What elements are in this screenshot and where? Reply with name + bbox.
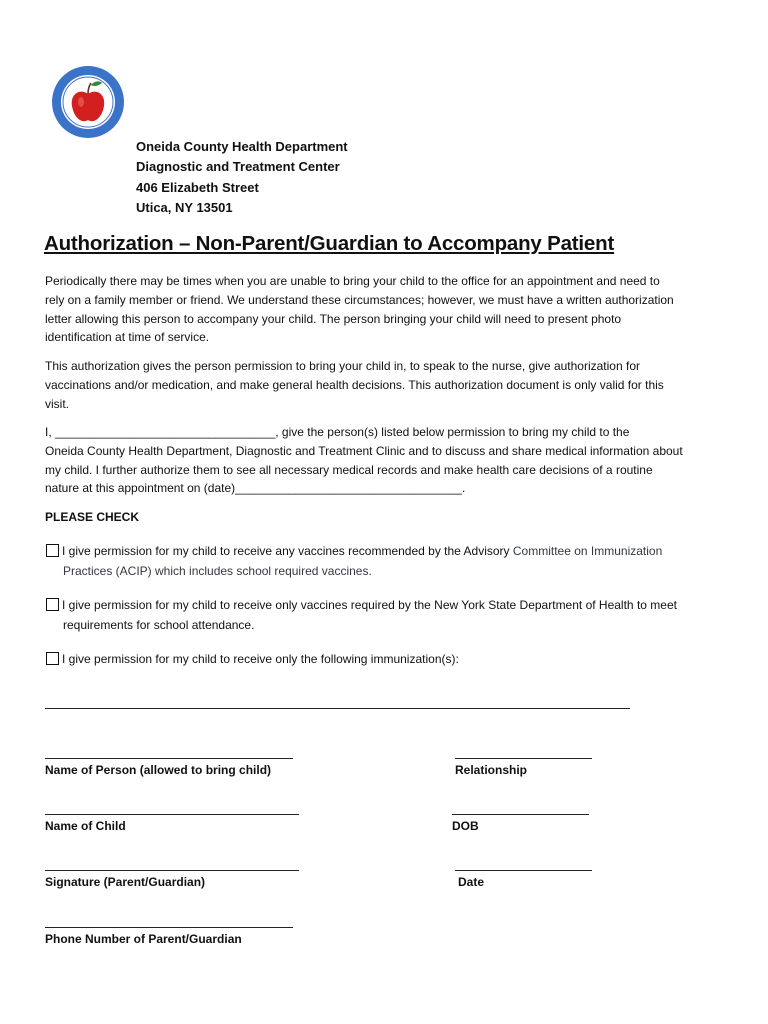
person-name-line[interactable] [45,758,293,759]
check-option-specific-immunizations[interactable] [46,650,459,670]
phone-label: Phone Number of Parent/Guardian [45,932,242,946]
page-title: Authorization – Non-Parent/Guardian to Accompany Patient [44,232,615,255]
intro-line: letter allowing this person to accompany your child. The person bringing your child will need to present photo [45,311,622,326]
check-label: I give permission for my child to receive only vaccines required by the New York State Department of Health to meet [62,598,677,612]
consent-line: my child. I further authorize them to see all necessary medical records and make health care decisions of a routine [45,462,653,477]
signature-label: Signature (Parent/Guardian) [45,875,206,889]
scope-line: visit. [45,396,69,411]
checkbox[interactable] [46,652,59,665]
signature-line[interactable] [45,870,299,871]
check-option-state-required[interactable] [46,596,677,635]
checkbox[interactable] [46,598,59,611]
child-name-line[interactable] [45,814,299,815]
check-label-line2: Practices (ACIP) which includes school required vaccines. [63,563,372,578]
intro-line: rely on a family member or friend. We understand these circumstances; however, we must have a written authorization [45,292,674,307]
department-address [136,137,348,218]
department-name: Oneida County Health Department [136,139,348,154]
apple-seal-icon [50,64,126,140]
authorization-scope-paragraph [45,357,735,413]
consent-line: Oneida County Health Department, Diagnostic and Treatment Clinic and to discuss and share medical information about [45,443,683,458]
intro-line: Periodically there may be times when you are unable to bring your child to the office for an appointment and need to [45,274,660,288]
dob-line[interactable] [452,814,589,815]
checkbox[interactable] [46,544,59,557]
city-state-zip: Utica, NY 13501 [136,199,233,215]
intro-paragraph [45,272,735,347]
scope-line: This authorization gives the person permission to bring your child in, to speak to the nurse, give authorization for [45,359,640,373]
check-label-continued: Committee on Immunization [512,544,663,558]
check-label: I give permission for my child to receive only the following immunization(s): [62,652,459,666]
health-department-logo [50,64,126,140]
intro-line: identification at time of service. [45,330,210,345]
child-name-label: Name of Child [45,819,126,833]
person-name-label: Name of Person (allowed to bring child) [45,763,272,777]
date-line[interactable] [455,870,592,871]
please-check-heading: PLEASE CHECK [45,510,140,524]
consent-line[interactable]: nature at this appointment on (date)__________________________________. [45,481,466,496]
consent-line[interactable]: I, _________________________________, give the person(s) listed below permission to bring my child to the [45,425,630,439]
check-label: I give permission for my child to receive any vaccines recommended by the Advisory [62,544,513,558]
check-option-acip[interactable] [46,542,662,581]
relationship-line[interactable] [455,758,592,759]
street-address: 406 Elizabeth Street [136,179,259,195]
immunization-list-line[interactable] [45,708,630,709]
center-name: Diagnostic and Treatment Center [136,159,340,175]
consent-paragraph [45,423,735,498]
check-label-line2: requirements for school attendance. [63,617,255,632]
relationship-label: Relationship [455,763,528,777]
phone-line[interactable] [45,927,293,928]
dob-label: DOB [452,819,479,833]
scope-line: vaccinations and/or medication, and make general health decisions. This authorization document is only valid for this [45,377,664,392]
date-label: Date [458,875,485,889]
